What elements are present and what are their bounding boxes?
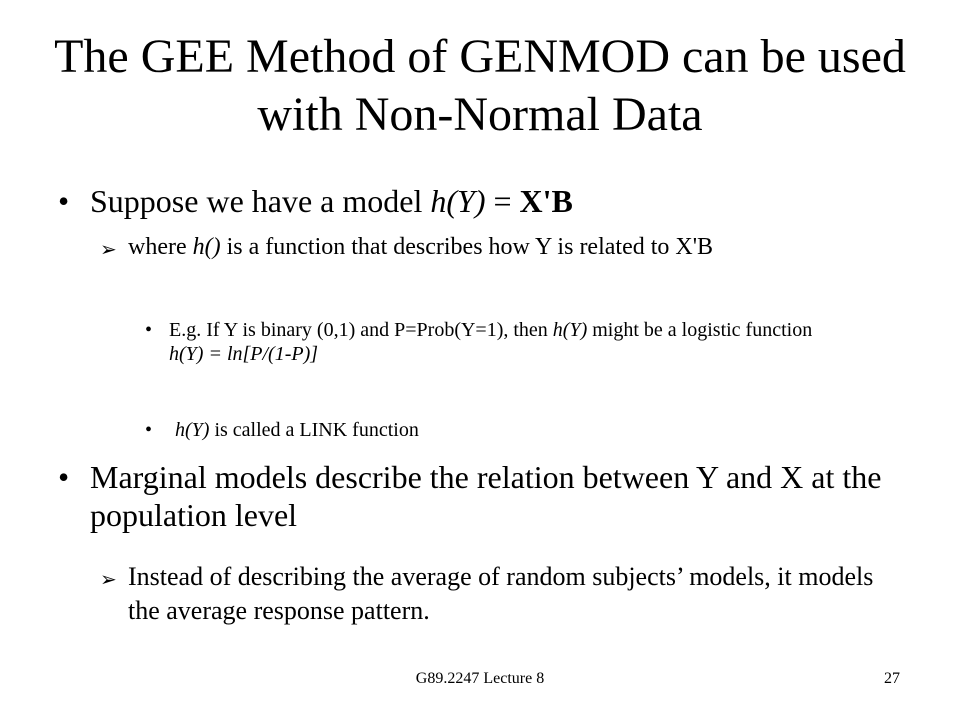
bullet-text [58, 182, 898, 220]
subsubbullet-text [145, 418, 865, 442]
bullet-dot-icon: • [145, 319, 153, 341]
text-run: Suppose we have a model [90, 183, 431, 219]
math-hy: h(Y) [430, 183, 486, 219]
math-h: h() [192, 234, 221, 260]
text-run: where [128, 234, 193, 260]
arrow-bullet-icon: ➢ [100, 237, 117, 261]
subbullet-text: Instead of describing the average of random subjects’ models, it models the average response pattern. [128, 562, 874, 625]
bullet-model [58, 182, 898, 220]
page-number: 27 [884, 670, 900, 687]
bullet-dot-icon: • [58, 459, 70, 495]
text-run: = [485, 183, 520, 219]
bullet-dot-icon: • [58, 183, 70, 219]
math-hy: h(Y) [175, 419, 210, 441]
subsubbullet-text [145, 318, 865, 366]
math-xb: X'B [519, 183, 573, 219]
slide-title: The GEE Method of GENMOD can be used with Non-Normal Data [54, 30, 906, 141]
bullet-dot-icon: • [145, 419, 153, 441]
text-run: is called a LINK function [209, 419, 419, 441]
subbullet-link-definition [100, 232, 880, 262]
subbullet-average-pattern [100, 560, 880, 628]
math-logit: h(Y) = ln[P/(1-P)] [169, 343, 319, 365]
subsubbullet-link-name [145, 418, 865, 442]
arrow-bullet-icon: ➢ [100, 567, 117, 591]
bullet-marginal-models [58, 458, 898, 534]
bullet-text: Marginal models describe the relation between Y and X at the population level [90, 459, 882, 533]
subbullet-text [100, 232, 880, 262]
math-hy: h(Y) [552, 319, 588, 341]
subsubbullet-example [145, 318, 865, 366]
footer-label: G89.2247 Lecture 8 [415, 670, 545, 687]
text-run: is a function that describes how Y is related to X'B [220, 234, 714, 260]
text-run: might be a logistic function [587, 319, 813, 341]
text-run: E.g. If Y is binary (0,1) and P=Prob(Y=1), then [169, 319, 553, 341]
